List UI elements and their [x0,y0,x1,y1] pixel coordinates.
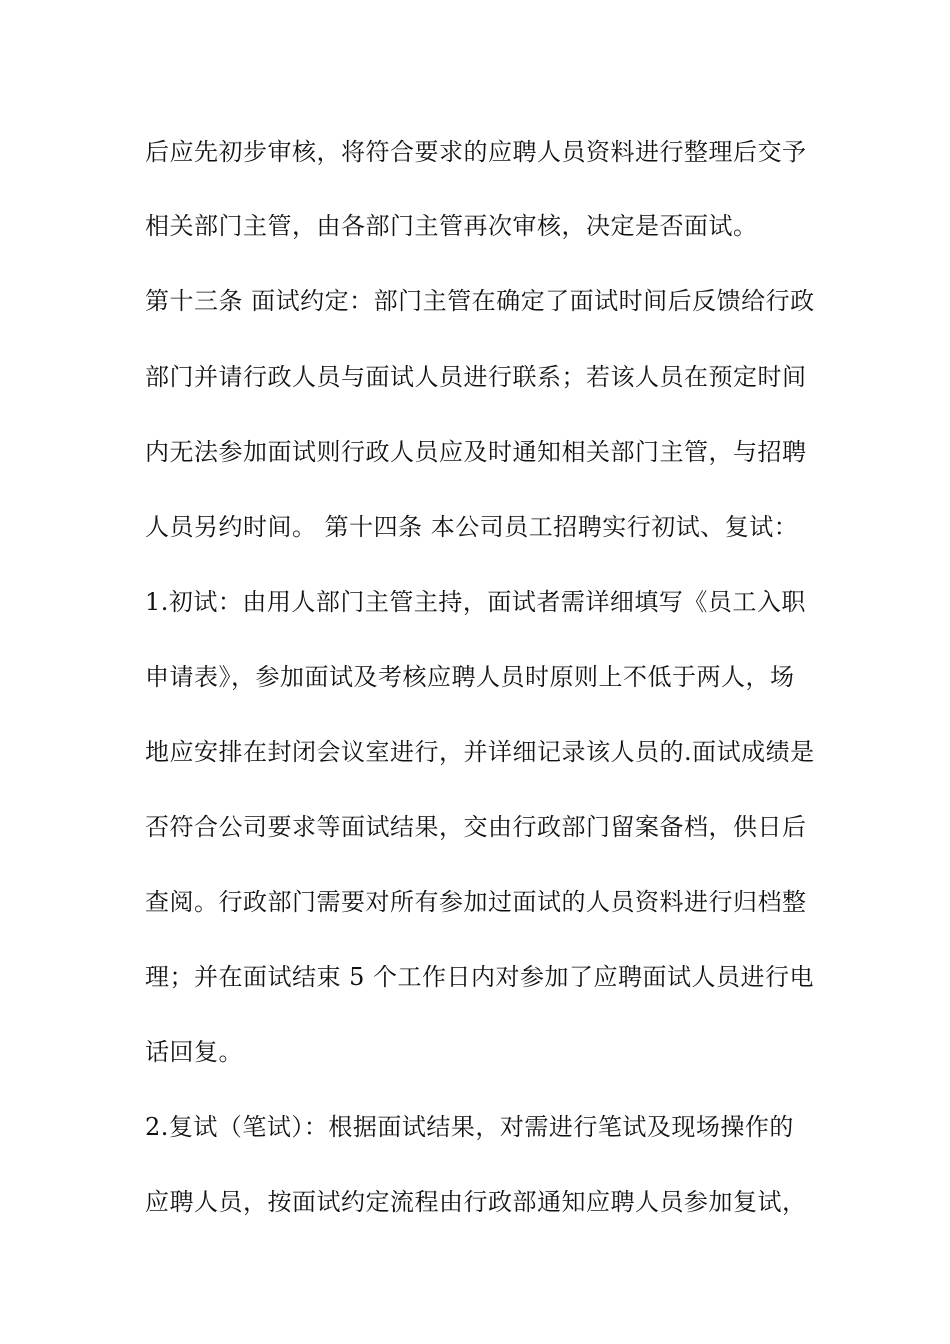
text-line: 查阅。行政部门需要对所有参加过面试的人员资料进行归档整 [145,888,807,916]
text-line: 2.复试（笔试）：根据面试结果，对需进行笔试及现场操作的 [145,1113,794,1141]
text-line: 理；并在面试结束 5 个工作日内对参加了应聘面试人员进行电 [145,963,815,991]
text-line: 后应先初步审核，将符合要求的应聘人员资料进行整理后交予 [145,138,807,166]
text-line: 第十三条 面试约定：部门主管在确定了面试时间后反馈给行政 [145,287,815,315]
text-line: 部门并请行政人员与面试人员进行联系；若该人员在预定时间 [145,363,807,391]
text-line: 人员另约时间。 第十四条 本公司员工招聘实行初试、复试： [145,513,799,541]
text-line: 内无法参加面试则行政人员应及时通知相关部门主管，与招聘 [145,438,807,466]
text-line: 话回复。 [145,1038,243,1066]
text-line: 申请表》，参加面试及考核应聘人员时原则上不低于两人，场 [145,663,795,691]
text-line: 否符合公司要求等面试结果，交由行政部门留案备档，供日后 [145,813,807,841]
text-line: 应聘人员，按面试约定流程由行政部通知应聘人员参加复试， [145,1188,807,1216]
text-line: 相关部门主管，由各部门主管再次审核，决定是否面试。 [145,212,758,240]
text-line: 1.初试：由用人部门主管主持，面试者需详细填写《员工入职 [145,588,806,616]
text-line: 地应安排在封闭会议室进行，并详细记录该人员的.面试成绩是 [145,738,815,766]
